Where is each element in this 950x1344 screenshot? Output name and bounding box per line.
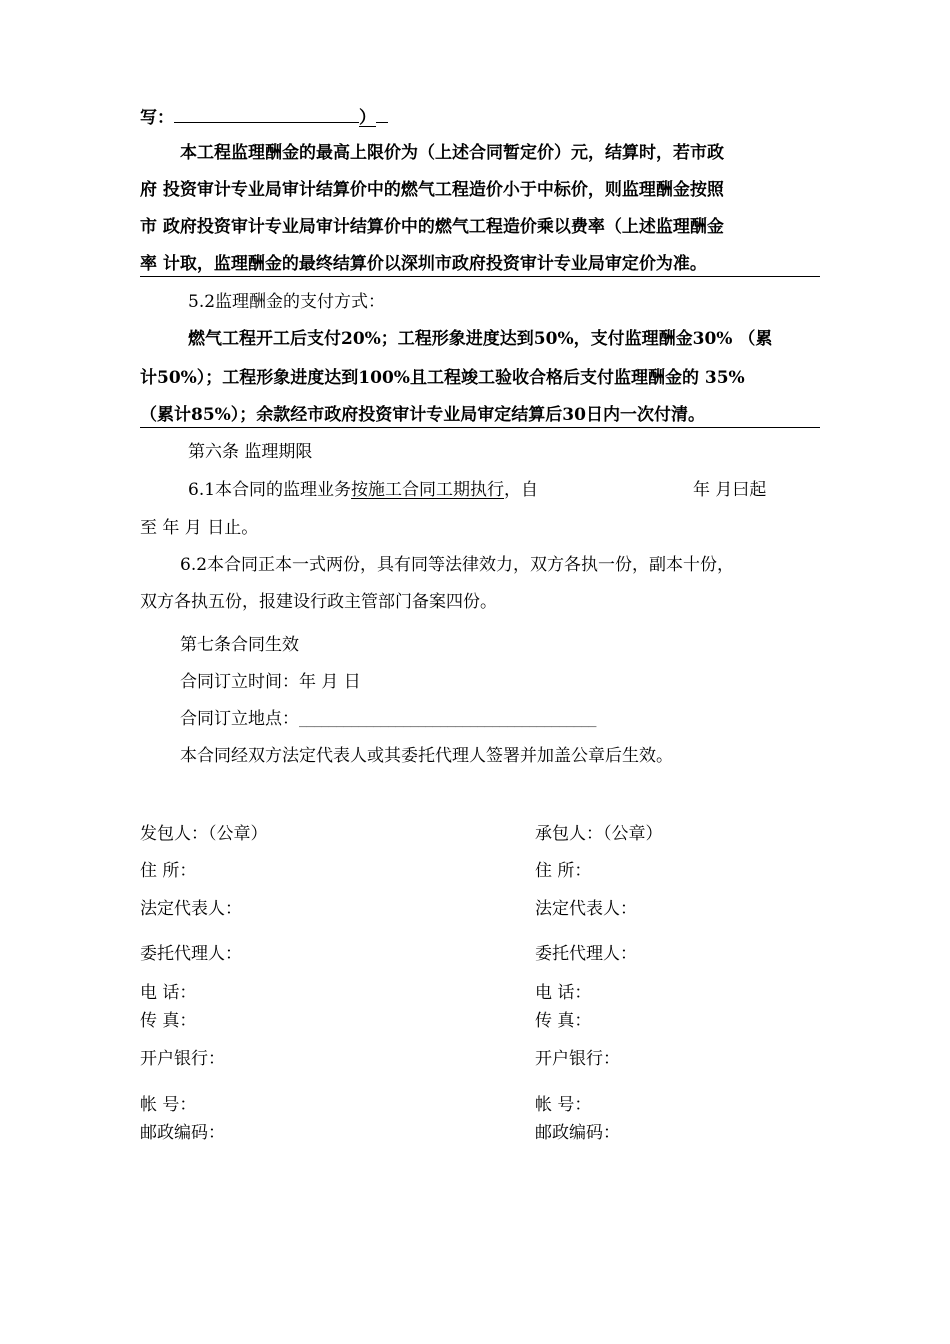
clause-6-1 xyxy=(188,478,538,502)
payment-line-2: 计50%）；工程形象进度达到100%且工程竣工验收合格后支付监理酬金的 35% xyxy=(140,368,745,388)
party-a-agent: 委托代理人： xyxy=(140,944,242,964)
party-a-bank: 开户银行： xyxy=(140,1049,225,1069)
party-a-phone: 电 话： xyxy=(140,983,197,1003)
clause-6-2-line-1: 6.2本合同正本一式两份，具有同等法律效力，双方各执一份，副本十份， xyxy=(180,555,735,575)
clause-6-1-mid: ，自 xyxy=(504,480,539,500)
effect-clause: 本合同经双方法定代表人或其委托代理人签署并加盖公章后生效。 xyxy=(180,746,673,766)
fee-para-line-2: 府 投资审计专业局审计结算价中的燃气工程造价小于中标价，则监理酬金按照 xyxy=(140,180,724,200)
clause-6-1-prefix: 6.1本合同的监理业务 xyxy=(188,480,352,500)
party-a-legal-rep: 法定代表人： xyxy=(140,899,242,919)
payment-heading: 5.2监理酬金的支付方式： xyxy=(188,292,386,312)
clause-6-1-date-start: 年 月曰起 xyxy=(693,480,767,500)
fee-para-line-1: 本工程监理酬金的最高上限价为（上述合同暂定价）元，结算时，若市政 xyxy=(180,143,724,163)
article-7-heading: 第七条合同生效 xyxy=(180,635,299,655)
party-b-fax: 传 真： xyxy=(535,1011,592,1031)
party-b-account: 帐 号： xyxy=(535,1095,592,1115)
fee-para-line-3: 市 政府投资审计专业局审计结算价中的燃气工程造价乘以费率（上述监理酬金 xyxy=(140,217,724,237)
clause-6-1-date-end: 至 年 月 日止。 xyxy=(140,518,259,538)
party-b-title: 承包人：（公章） xyxy=(535,824,663,844)
clause-6-1-underlined: 按施工合同工期执行 xyxy=(351,480,505,500)
clause-6-2-line-2: 双方各执五份，报建设行政主管部门备案四份。 xyxy=(140,592,497,612)
contract-place-label: 合同订立地点： xyxy=(180,709,299,729)
fee-para-line-4: 率 计取，监理酬金的最终结算价以深圳市政府投资审计专业局审定价为准。 xyxy=(140,254,707,274)
party-a-fax: 传 真： xyxy=(140,1011,197,1031)
party-a-postcode: 邮政编码： xyxy=(140,1123,225,1143)
write-blank-tail xyxy=(376,104,388,123)
write-blank xyxy=(174,104,359,123)
payment-line-3: （累计85%）；余款经市政府投资审计专业局审定结算后30日内一次付清。 xyxy=(140,405,705,425)
party-a-address: 住 所： xyxy=(140,861,197,881)
contract-time: 合同订立时间：年 月 日 xyxy=(180,672,361,692)
write-close: ） xyxy=(359,108,376,128)
party-b-postcode: 邮政编码： xyxy=(535,1123,620,1143)
party-b-address: 住 所： xyxy=(535,861,592,881)
party-a-title: 发包人：（公章） xyxy=(140,824,268,844)
contract-place-blank: ________________________________________ xyxy=(299,713,597,728)
party-b-phone: 电 话： xyxy=(535,983,592,1003)
party-a-account: 帐 号： xyxy=(140,1095,197,1115)
article-6-heading: 第六条 监理期限 xyxy=(188,442,313,462)
party-b-bank: 开户银行： xyxy=(535,1049,620,1069)
rule-2 xyxy=(140,427,820,428)
contract-place xyxy=(180,707,596,733)
party-b-agent: 委托代理人： xyxy=(535,944,637,964)
rule-1 xyxy=(140,276,820,277)
write-line xyxy=(140,104,388,130)
write-label: 写： xyxy=(140,108,174,128)
payment-line-1: 燃气工程开工后支付20%；工程形象进度达到50%，支付监理酬金30% （累 xyxy=(188,329,773,349)
party-b-legal-rep: 法定代表人： xyxy=(535,899,637,919)
